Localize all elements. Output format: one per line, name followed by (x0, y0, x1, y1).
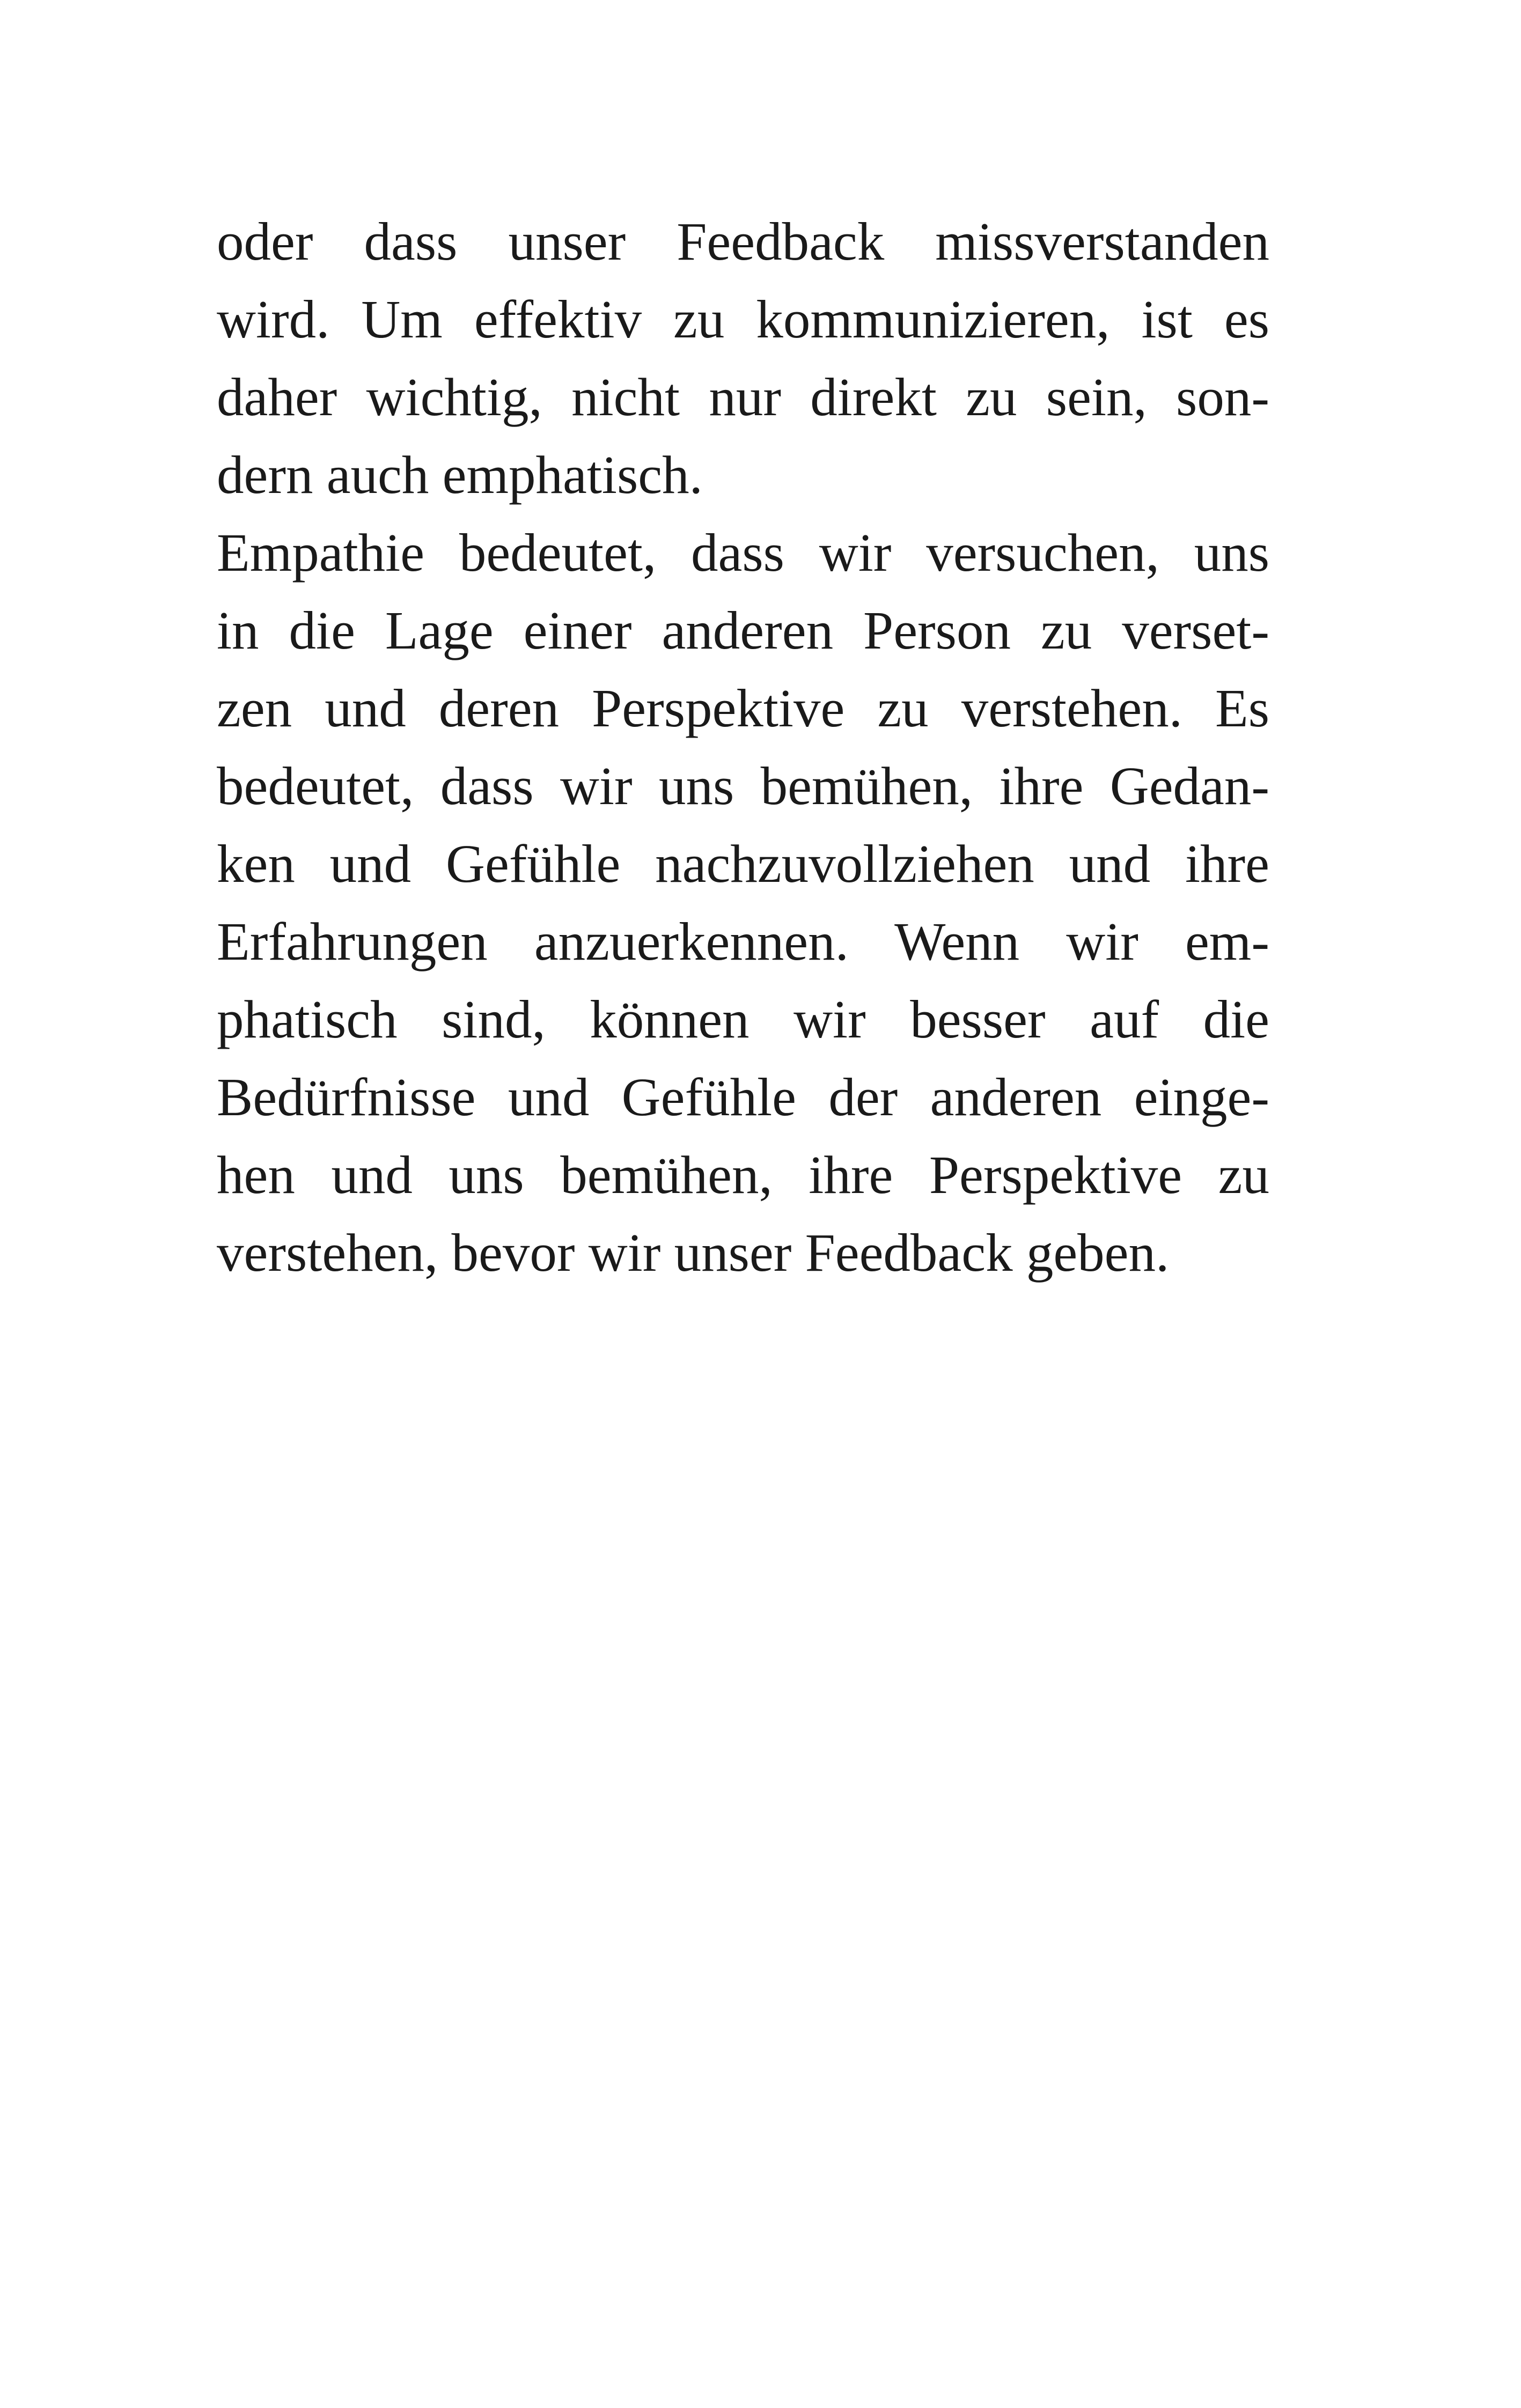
text-line: in die Lage einer anderen Person zu verset- (217, 600, 1269, 660)
text-line: wird. Um effektiv zu kommunizieren, ist es (217, 289, 1269, 349)
text-line: oder dass unser Feedback missverstanden (217, 211, 1269, 271)
text-line: Erfahrungen anzuerkennen. Wenn wir em- (217, 911, 1269, 971)
text-line: Empathie bedeutet, dass wir versuchen, uns (217, 522, 1269, 583)
text-line: dern auch emphatisch. (217, 445, 703, 505)
text-line: zen und deren Perspektive zu verstehen. Es (217, 678, 1269, 738)
text-line: hen und uns bemühen, ihre Perspektive zu (217, 1145, 1269, 1205)
text-line: bedeutet, dass wir uns bemühen, ihre Gedan- (217, 756, 1269, 816)
text-line: daher wichtig, nicht nur direkt zu sein, son- (217, 367, 1269, 427)
text-line: verstehen, bevor wir unser Feedback geben. (217, 1223, 1170, 1283)
body-text (217, 203, 1269, 1292)
text-line: phatisch sind, können wir besser auf die (217, 989, 1269, 1049)
text-line: ken und Gefühle nachzuvollziehen und ihre (217, 834, 1269, 894)
text-line: Bedürfnisse und Gefühle der anderen einge- (217, 1067, 1269, 1127)
